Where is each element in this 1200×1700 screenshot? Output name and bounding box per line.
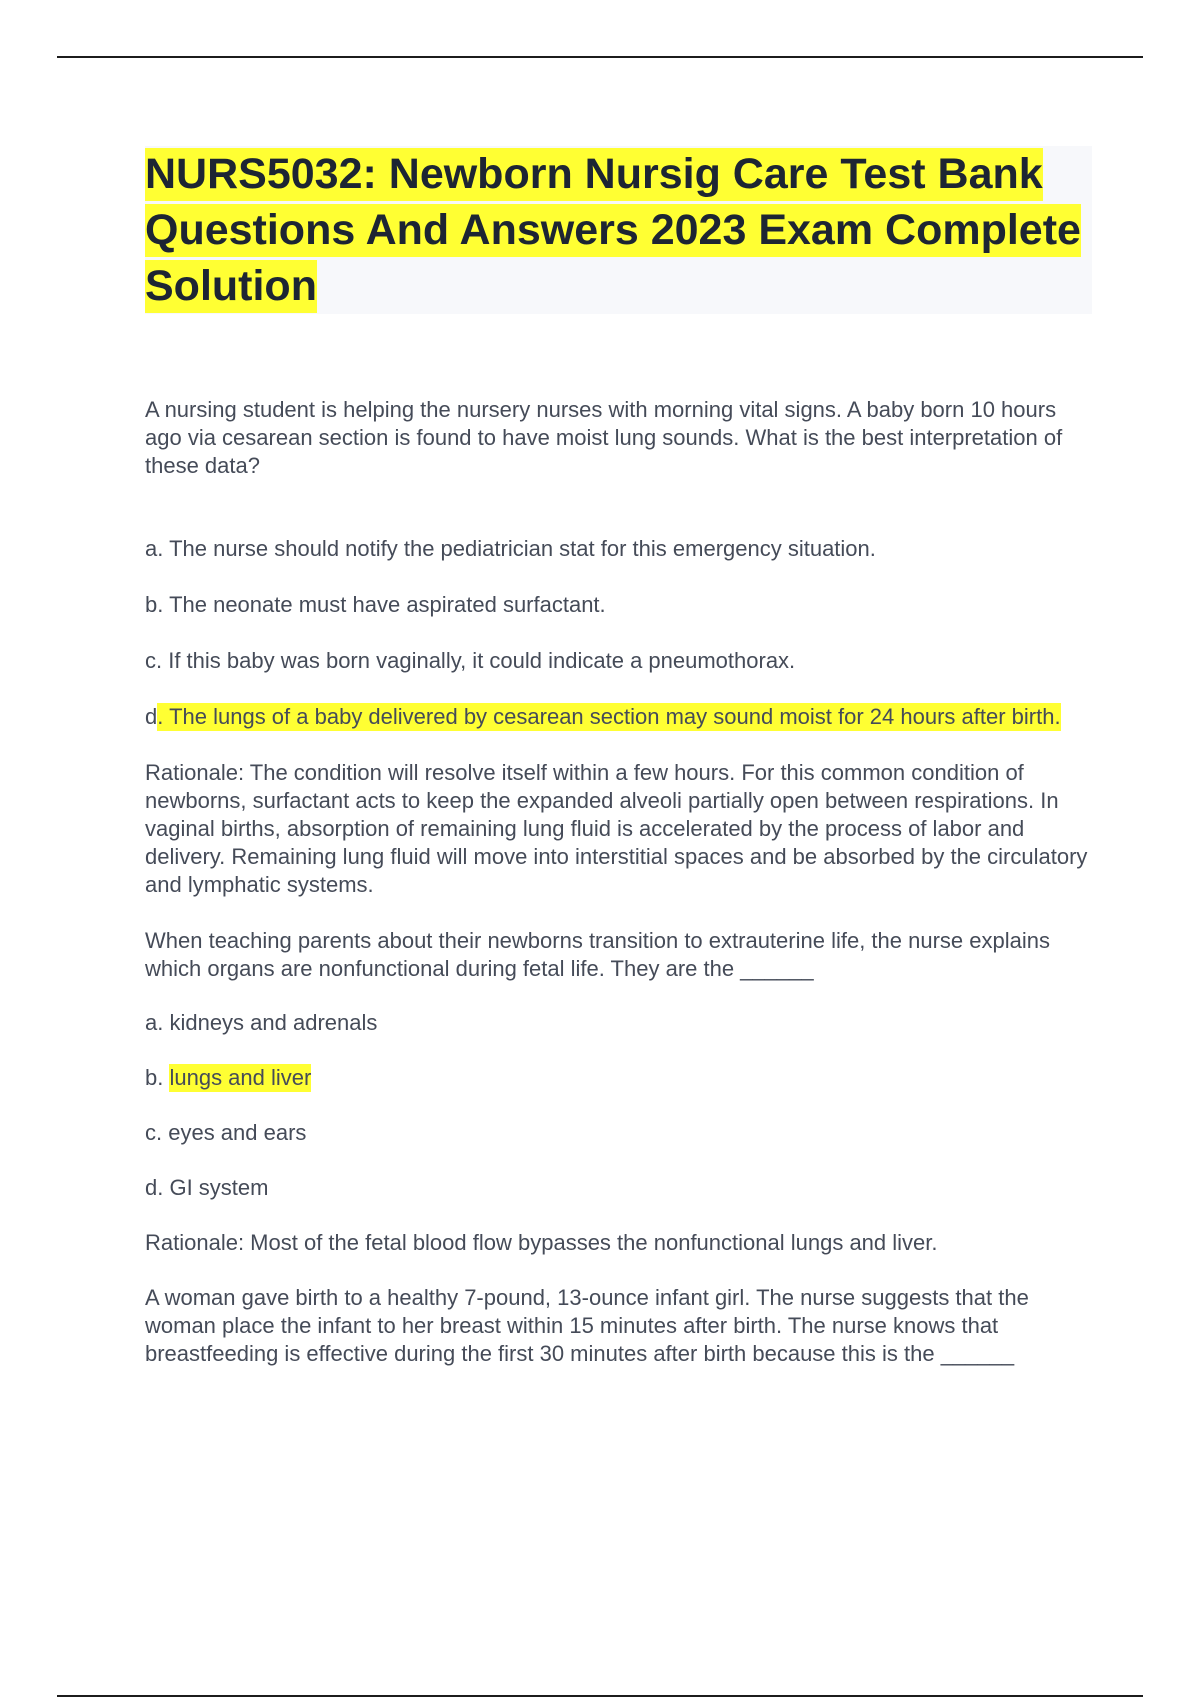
question-3-stem: A woman gave birth to a healthy 7-pound, 13-ounce infant girl. The nurse suggests that the woman place the infant to her breast within 15 minutes after birth. The nurse knows that breastfeeding is effective during the first 30 minutes after birth because this is the ______ [145, 1285, 1029, 1366]
document-body [145, 396, 1092, 1368]
title-highlight: NURS5032: Newborn Nursig Care Test Bank Questions And Answers 2023 Exam Complete Solution [145, 148, 1081, 313]
question-2-rationale: Rationale: Most of the fetal blood flow bypasses the nonfunctional lungs and liver. [145, 1230, 938, 1255]
page-title [145, 146, 1092, 314]
question-2-option-d: d. GI system [145, 1175, 269, 1200]
question-2-option-b [145, 1064, 1092, 1092]
question-2-stem: When teaching parents about their newborns transition to extrauterine life, the nurse explains which organs are nonfunctional during fetal life. They are the ______ [145, 928, 1050, 981]
question-2-option-c: c. eyes and ears [145, 1120, 307, 1145]
question-2-option-a: a. kidneys and adrenals [145, 1010, 378, 1035]
title-block [145, 146, 1092, 314]
question-1-option-a: a. The nurse should notify the pediatrician stat for this emergency situation. [145, 536, 876, 561]
question-1-rationale: Rationale: The condition will resolve itself within a few hours. For this common condition of newborns, surfactant acts to keep the expanded alveoli partially open between respirations. In vaginal births, absorption of remaining lung fluid is accelerated by the process of labor and delivery. Remaining lung fluid will move into interstitial spaces and be absorbed by the circulatory and lymphatic systems. [145, 760, 1088, 897]
question-2-answer-highlight: lungs and liver [169, 1065, 312, 1090]
option-d-lead: d [145, 704, 158, 729]
question-1-option-b: b. The neonate must have aspirated surfactant. [145, 592, 606, 617]
option-b-lead: b. [145, 1065, 170, 1090]
bottom-rule [57, 1695, 1143, 1697]
question-1-option-c: c. If this baby was born vaginally, it could indicate a pneumothorax. [145, 648, 796, 673]
top-rule [57, 56, 1143, 58]
question-1-option-d [145, 703, 1092, 731]
question-1-stem: A nursing student is helping the nursery nurses with morning vital signs. A baby born 10 hours ago via cesarean section is found to have moist lung sounds. What is the best interpretation of these data? [145, 397, 1063, 478]
question-1-answer-highlight: . The lungs of a baby delivered by cesarean section may sound moist for 24 hours after birth. [157, 704, 1061, 729]
